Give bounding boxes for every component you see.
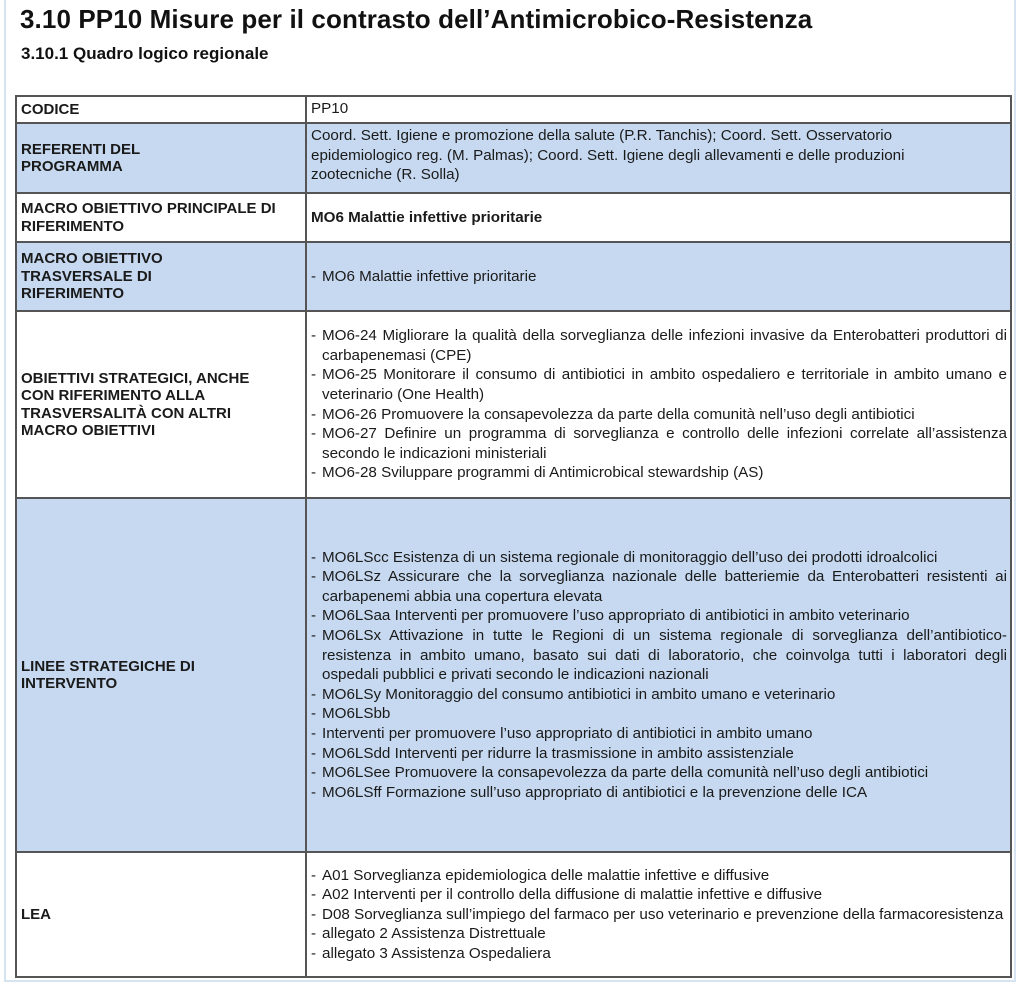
section-subtitle: 3.10.1 Quadro logico regionale xyxy=(21,44,269,63)
macro-trasversale-list xyxy=(311,267,1007,287)
referenti-label: REFERENTI DEL PROGRAMMA xyxy=(16,123,306,193)
row-macro-principale xyxy=(16,193,1011,242)
row-codice xyxy=(16,96,1011,123)
list-item: - MO6LSbb xyxy=(311,704,1007,724)
list-item: - MO6LSff Formazione sull’uso appropriato di antibiotici e la prevenzione delle ICA xyxy=(311,783,1007,803)
linee-strategiche-list xyxy=(311,548,1007,803)
referenti-value: Coord. Sett. Igiene e promozione della salute (P.R. Tanchis); Coord. Sett. Osservatorio epidemiologico reg. (M. Palmas); Coord. Sett. Igiene degli allevamenti e delle produzioni zootecniche (R. Solla) xyxy=(306,123,1011,193)
list-item: - allegato 2 Assistenza Distrettuale xyxy=(311,924,1007,944)
list-item: - MO6LSz Assicurare che la sorveglianza nazionale delle batteriemie da Enterobatteri resistenti ai carbapenemi abbia una copertura elevata xyxy=(311,567,1007,606)
linee-strategiche-label: LINEE STRATEGICHE DI INTERVENTO xyxy=(16,498,306,852)
list-item: - MO6LScc Esistenza di un sistema regionale di monitoraggio dell’uso dei prodotti idroalcolici xyxy=(311,548,1007,568)
row-linee-strategiche xyxy=(16,498,1011,852)
row-lea xyxy=(16,852,1011,977)
list-item: - MO6-26 Promuovere la consapevolezza da parte della comunità nell’uso degli antibiotici xyxy=(311,405,1007,425)
list-item: - D08 Sorveglianza sull’impiego del farmaco per uso veterinario e prevenzione della farmacoresistenza xyxy=(311,905,1007,925)
document-title: 3.10 PP10 Misure per il contrasto dell’Antimicrobico-Resistenza xyxy=(20,4,813,34)
linee-strategiche-cell xyxy=(306,498,1011,852)
list-item: - MO6 Malattie infettive prioritarie xyxy=(311,267,1007,287)
logical-framework-table xyxy=(15,95,1012,978)
codice-value: PP10 xyxy=(306,96,1011,123)
obiettivi-strategici-list xyxy=(311,326,1007,483)
row-macro-trasversale xyxy=(16,242,1011,311)
lea-cell xyxy=(306,852,1011,977)
list-item: - MO6LSy Monitoraggio del consumo antibiotici in ambito umano e veterinario xyxy=(311,685,1007,705)
macro-principale-value: MO6 Malattie infettive prioritarie xyxy=(306,193,1011,242)
row-obiettivi-strategici xyxy=(16,311,1011,498)
obiettivi-strategici-cell xyxy=(306,311,1011,498)
list-item: - MO6-25 Monitorare il consumo di antibiotici in ambito ospedaliero e territoriale in ambito umano e veterinario (One Health) xyxy=(311,365,1007,404)
list-item: - MO6-24 Migliorare la qualità della sorveglianza delle infezioni invasive da Enterobatteri produttori di carbapenemasi (CPE) xyxy=(311,326,1007,365)
list-item: - A02 Interventi per il controllo della diffusione di malattie infettive e diffusive xyxy=(311,885,1007,905)
list-item: - MO6LSx Attivazione in tutte le Regioni di un sistema regionale di sorveglianza dell’antibiotico-resistenza in ambito umano, basato sui dati di laboratorio, che coinvolga tutti i laboratori degli ospedali pubblici e privati secondo le indicazioni nazionali xyxy=(311,626,1007,685)
list-item: - A01 Sorveglianza epidemiologica delle malattie infettive e diffusive xyxy=(311,866,1007,886)
row-referenti xyxy=(16,123,1011,193)
obiettivi-strategici-label: OBIETTIVI STRATEGICI, ANCHE CON RIFERIMENTO ALLA TRASVERSALITÀ CON ALTRI MACRO OBIETTIVI xyxy=(16,311,306,498)
list-item: - MO6-27 Definire un programma di sorveglianza e controllo delle infezioni correlate all’assistenza secondo le indicazioni ministeriali xyxy=(311,424,1007,463)
lea-label: LEA xyxy=(16,852,306,977)
list-item: - MO6LSaa Interventi per promuovere l’uso appropriato di antibiotici in ambito veterinario xyxy=(311,606,1007,626)
list-item: - MO6-28 Sviluppare programmi di Antimicrobical stewardship (AS) xyxy=(311,463,1007,483)
list-item: - MO6LSee Promuovere la consapevolezza da parte della comunità nell’uso degli antibiotici xyxy=(311,763,1007,783)
list-item: - Interventi per promuovere l’uso appropriato di antibiotici in ambito umano xyxy=(311,724,1007,744)
list-item: - MO6LSdd Interventi per ridurre la trasmissione in ambito assistenziale xyxy=(311,744,1007,764)
macro-principale-label: MACRO OBIETTIVO PRINCIPALE DI RIFERIMENTO xyxy=(16,193,306,242)
codice-label: CODICE xyxy=(16,96,306,123)
macro-trasversale-label: MACRO OBIETTIVO TRASVERSALE DI RIFERIMENTO xyxy=(16,242,306,311)
lea-list xyxy=(311,866,1007,964)
macro-trasversale-cell xyxy=(306,242,1011,311)
list-item: - allegato 3 Assistenza Ospedaliera xyxy=(311,944,1007,964)
